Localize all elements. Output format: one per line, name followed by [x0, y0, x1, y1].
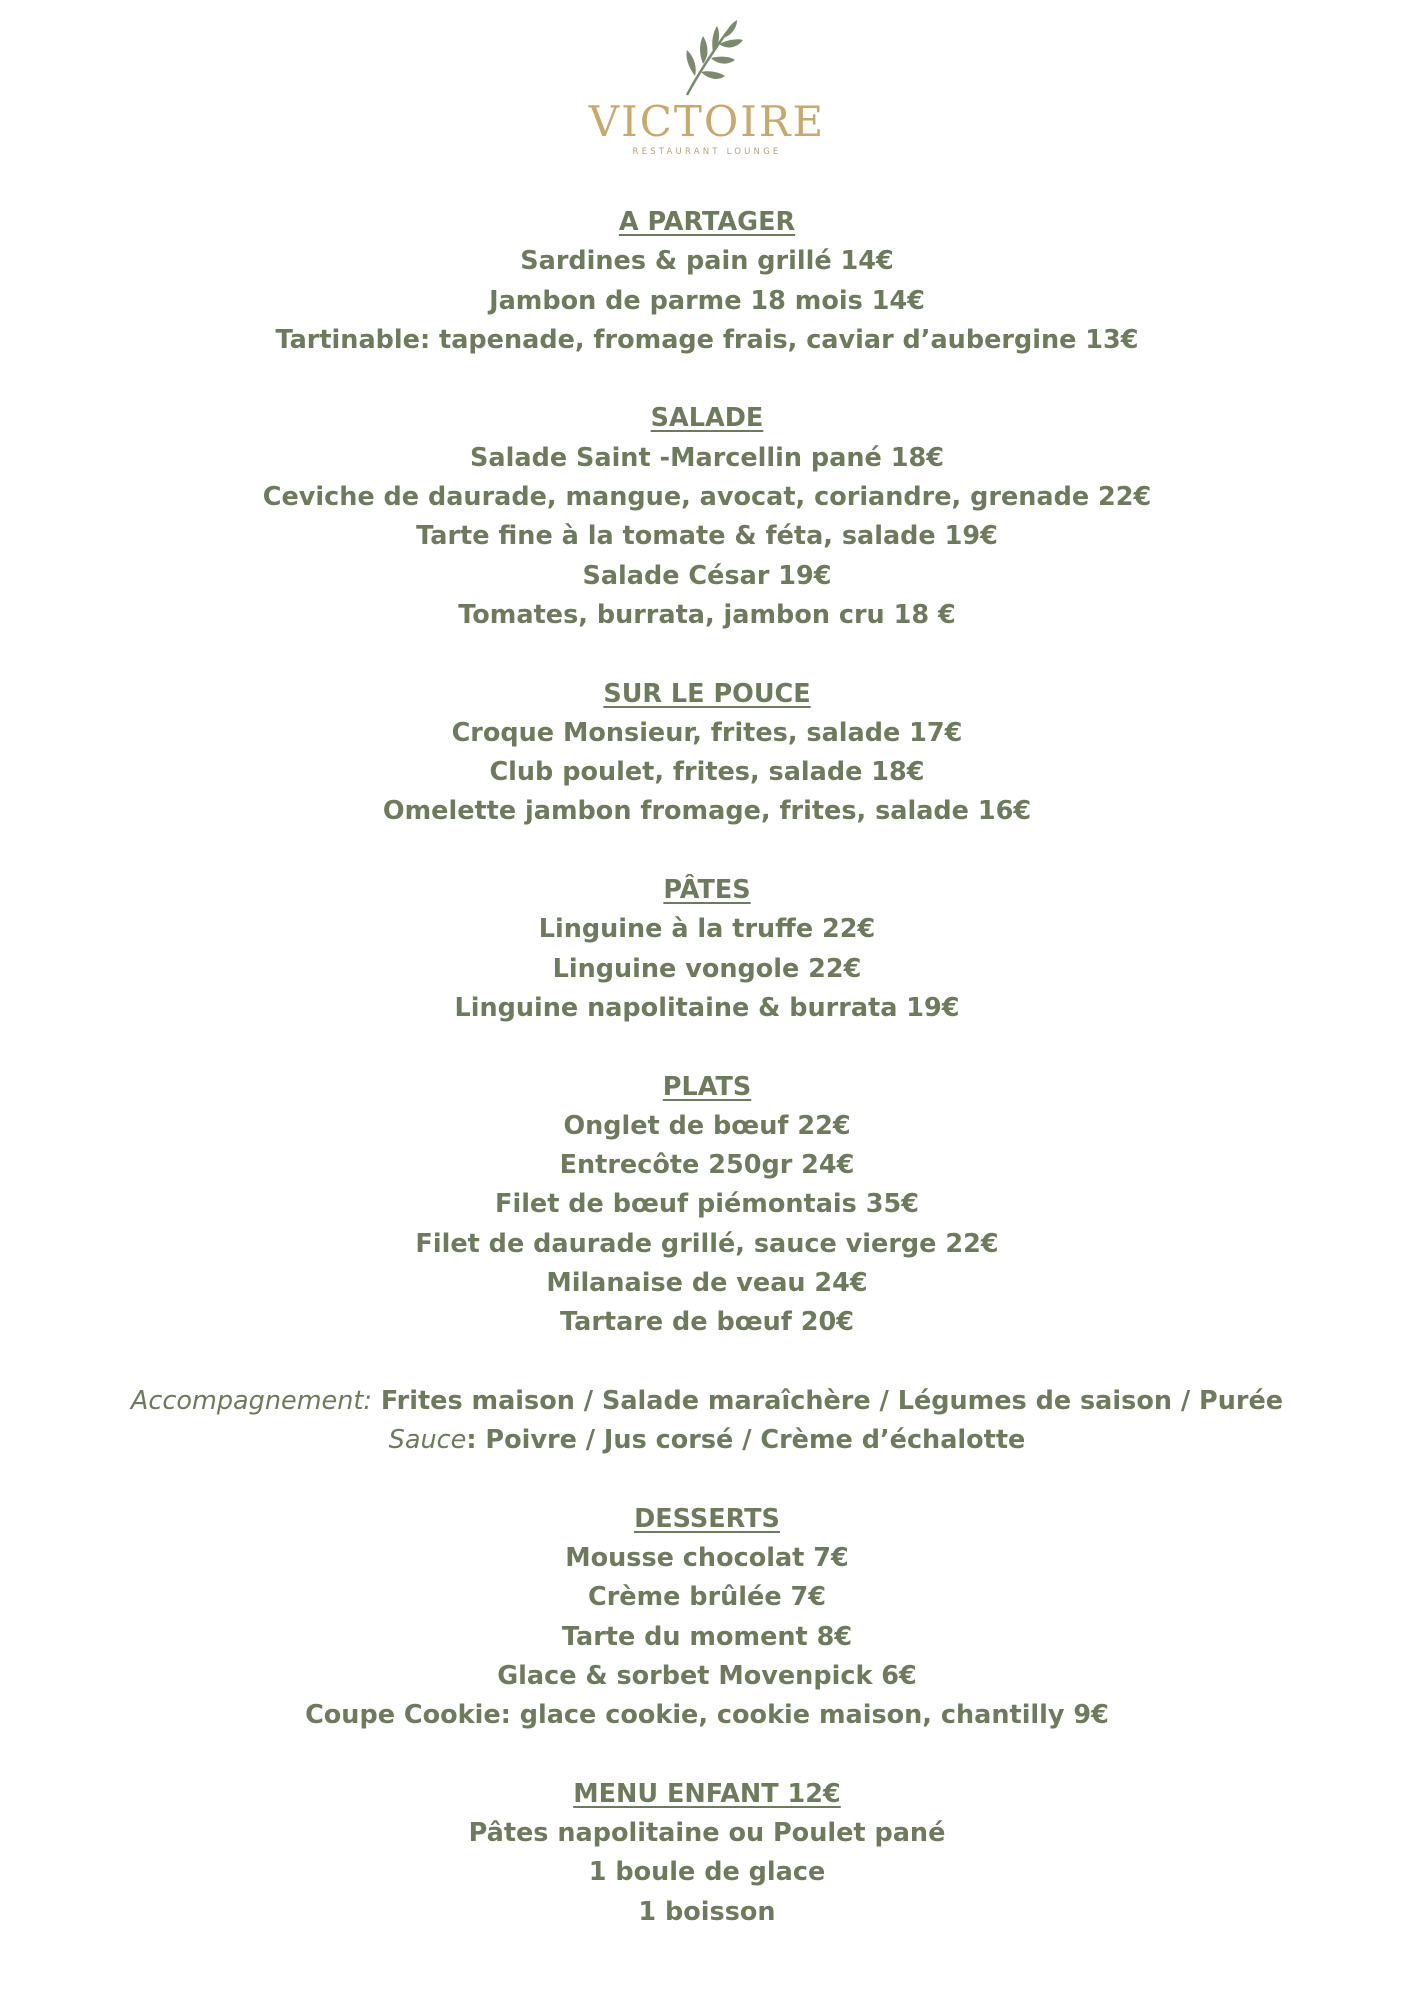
brand-name: VICTOIRE: [588, 97, 826, 146]
menu-item: Milanaise de veau 24€: [546, 1268, 868, 1299]
menu-item: 1 boule de glace: [588, 1857, 826, 1888]
menu-content: [0, 203, 1414, 1932]
menu-item: Coupe Cookie: glace cookie, cookie maison, chantilly 9€: [305, 1700, 1109, 1731]
restaurant-logo: [0, 20, 1414, 158]
menu-item: Tomates, burrata, jambon cru 18 €: [458, 599, 956, 630]
accompagnement-label: Accompagnement:: [130, 1385, 372, 1416]
olive-branch-icon: [667, 20, 747, 96]
sauce-label: Sauce: [388, 1425, 467, 1456]
menu-item: 1 boisson: [638, 1896, 776, 1927]
menu-item: Linguine vongole 22€: [552, 953, 862, 984]
menu-item: Omelette jambon fromage, frites, salade 16€: [382, 796, 1032, 827]
menu-item: Glace & sorbet Movenpick 6€: [497, 1660, 917, 1691]
menu-item: Salade César 19€: [582, 560, 832, 591]
menu-item: Jambon de parme 18 mois 14€: [489, 285, 925, 316]
menu-item: Tarte du moment 8€: [561, 1621, 853, 1652]
menu-item: Sardines & pain grillé 14€: [520, 246, 894, 277]
menu-item: Linguine à la truffe 22€: [538, 914, 876, 945]
sauce-line: [0, 1421, 1414, 1460]
section-title-pates: PÂTES: [663, 875, 751, 906]
menu-item: Club poulet, frites, salade 18€: [489, 757, 925, 788]
section-title-partager: A PARTAGER: [618, 207, 796, 237]
sauce-value: Poivre / Jus corsé / Crème d’échalotte: [485, 1425, 1026, 1456]
menu-item: Ceviche de daurade, mangue, avocat, coriandre, grenade 22€: [262, 482, 1152, 513]
menu-item: Mousse chocolat 7€: [565, 1543, 849, 1574]
section-title-menu-enfant: MENU ENFANT 12€: [573, 1778, 841, 1809]
brand-subtitle: RESTAURANT LOUNGE: [632, 147, 782, 157]
menu-item: Tartinable: tapenade, fromage frais, caviar d’aubergine 13€: [275, 324, 1139, 355]
accompagnement-value: Frites maison / Salade maraîchère / Légumes de saison / Purée: [380, 1385, 1284, 1416]
menu-item: Tartare de bœuf 20€: [560, 1307, 854, 1338]
menu-item: Croque Monsieur, frites, salade 17€: [451, 717, 963, 748]
section-title-plats: PLATS: [662, 1071, 752, 1102]
section-title-desserts: DESSERTS: [634, 1503, 780, 1534]
menu-item: Pâtes napolitaine ou Poulet pané: [468, 1818, 946, 1849]
menu-item: Tarte fine à la tomate & féta, salade 19€: [416, 521, 998, 552]
menu-item: Crème brûlée 7€: [587, 1582, 826, 1613]
menu-item: Filet de bœuf piémontais 35€: [495, 1189, 919, 1220]
sauce-colon: :: [466, 1425, 477, 1456]
menu-item: Salade Saint -Marcellin pané 18€: [470, 442, 944, 473]
menu-item: Linguine napolitaine & burrata 19€: [454, 992, 960, 1023]
section-title-salade: SALADE: [650, 403, 764, 434]
menu-item: Onglet de bœuf 22€: [563, 1110, 851, 1141]
menu-item: Entrecôte 250gr 24€: [559, 1150, 855, 1181]
section-title-sur-le-pouce: SUR LE POUCE: [603, 678, 811, 709]
accompagnement-line: [0, 1382, 1414, 1421]
menu-item: Filet de daurade grillé, sauce vierge 22€: [415, 1228, 999, 1259]
